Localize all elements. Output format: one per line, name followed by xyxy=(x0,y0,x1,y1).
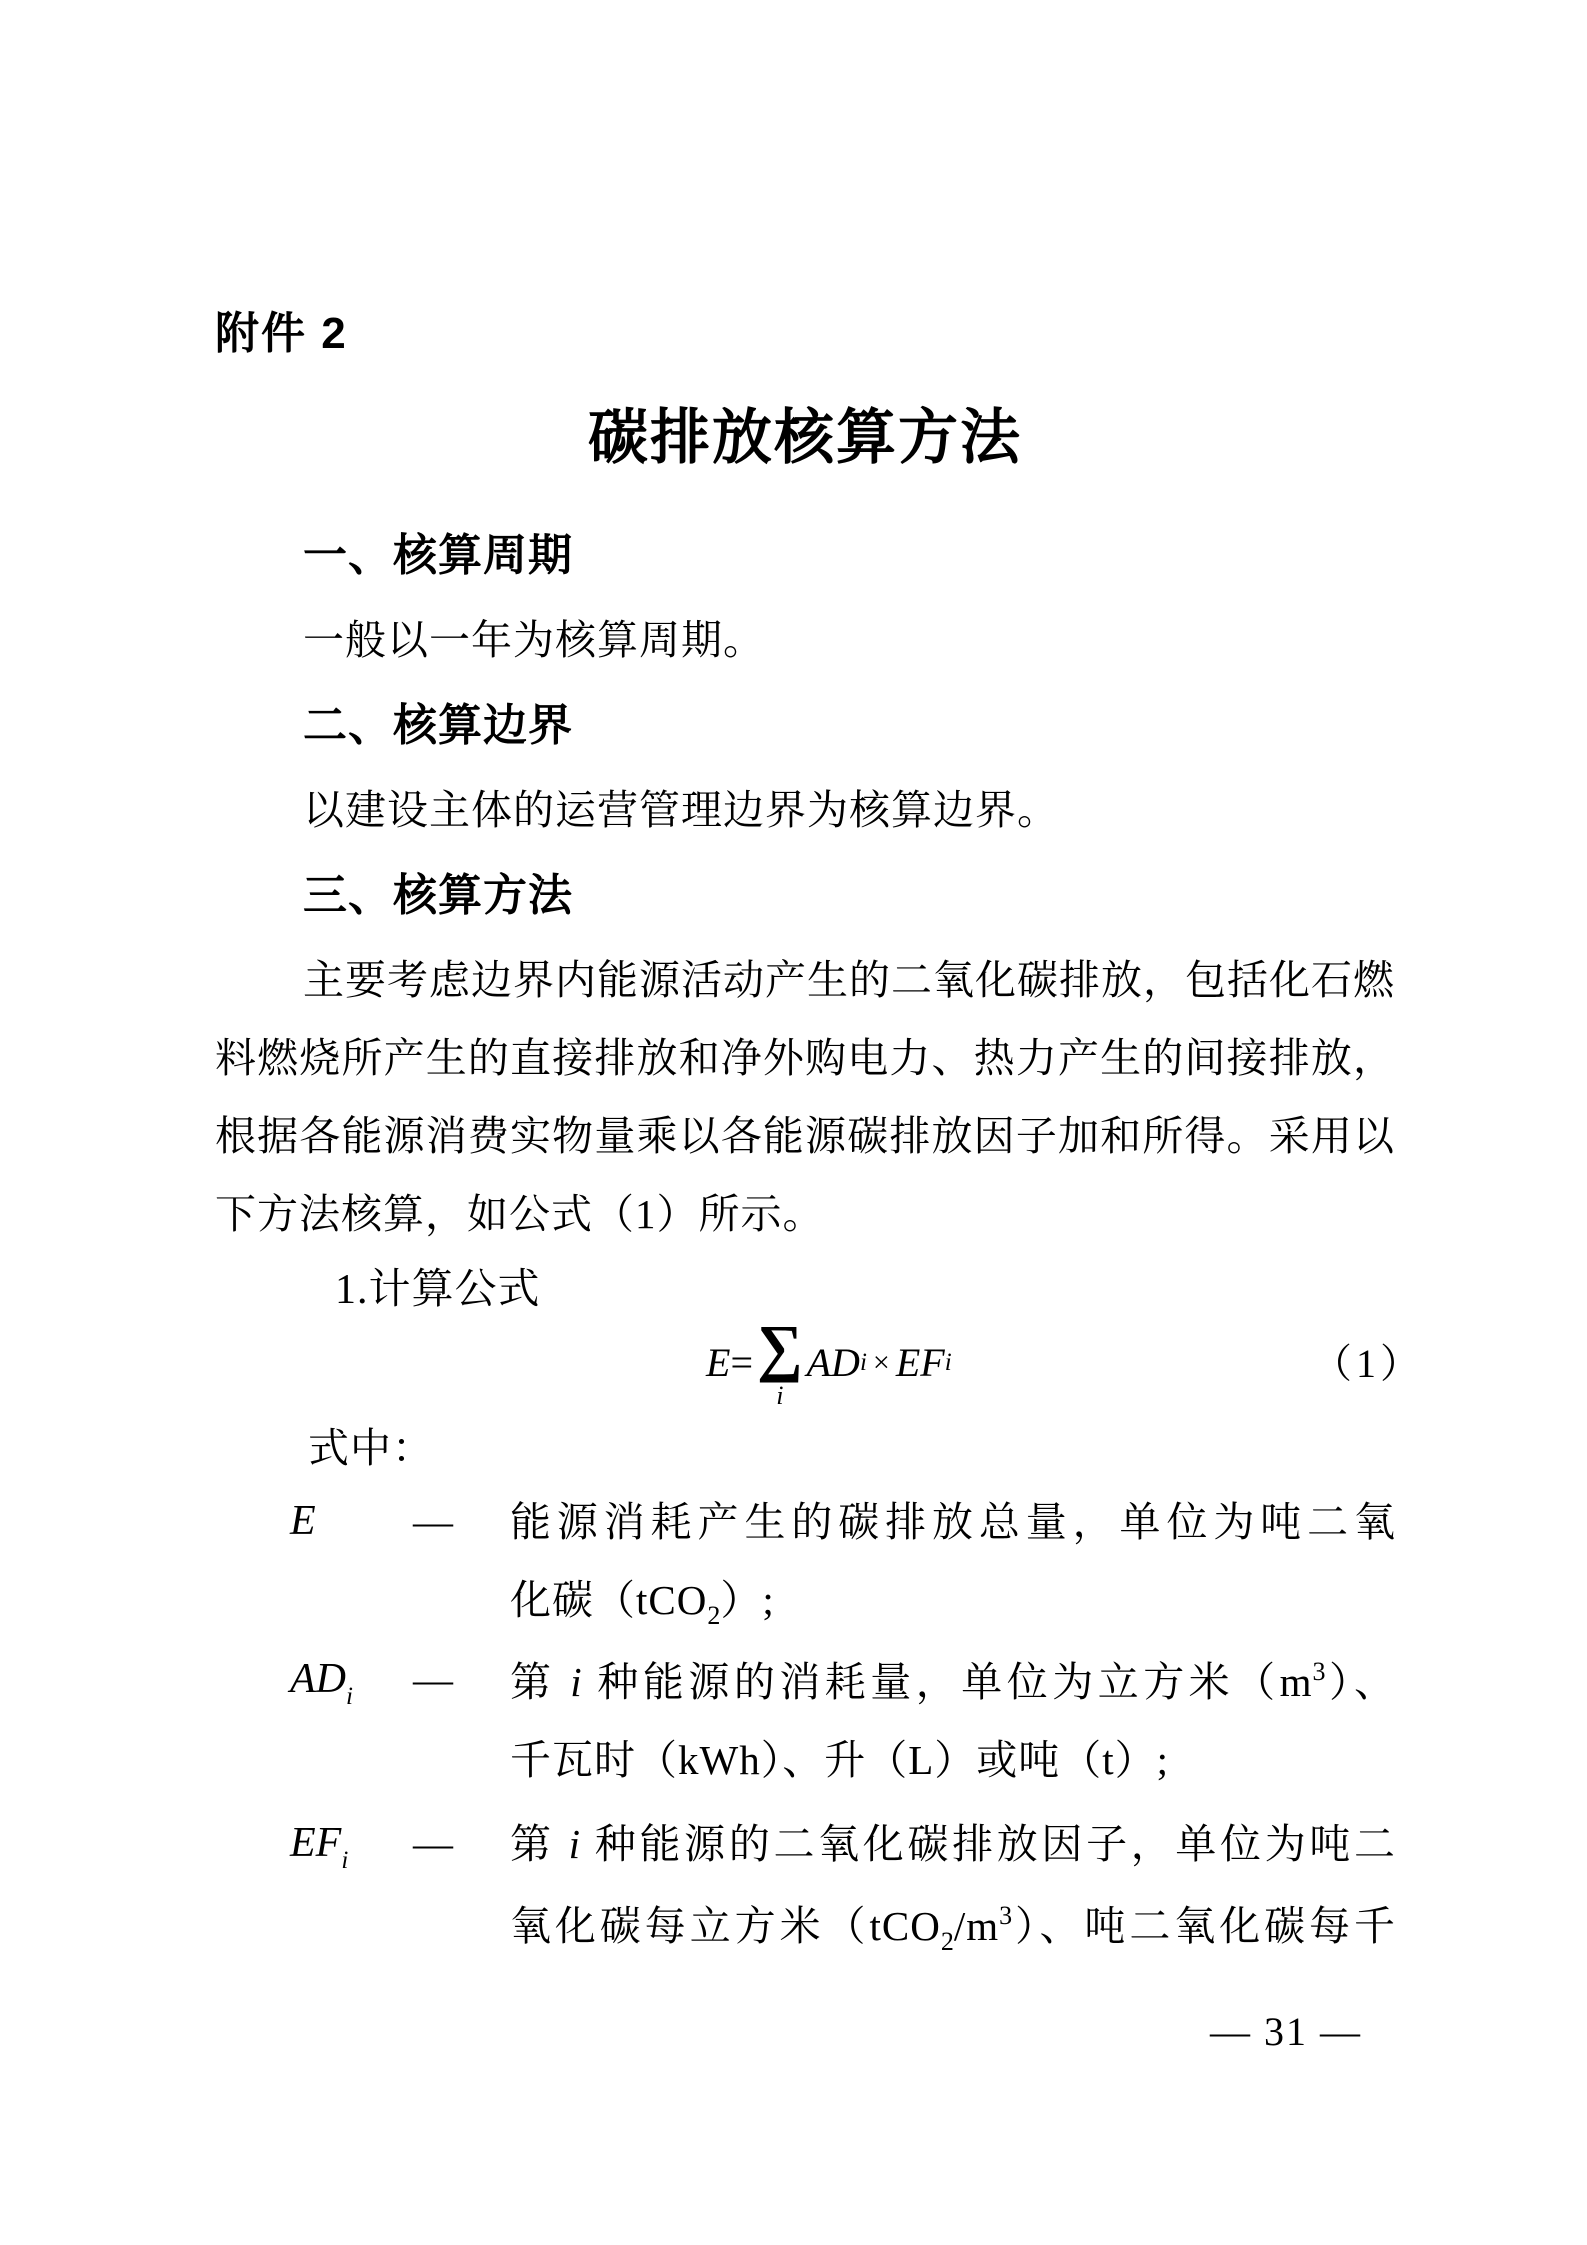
definition-symbol-EF xyxy=(290,1818,348,1876)
definition-E-unit-subscript: 2 xyxy=(707,1601,721,1630)
definition-EF-unit-superscript: 3 xyxy=(999,1901,1013,1930)
definition-E-unit-pre: 化碳（tCO xyxy=(510,1577,708,1623)
formula-term1: AD xyxy=(806,1340,860,1386)
definition-text-EF-line2 xyxy=(510,1900,1396,1957)
definition-EF-text-mid: 种能源的二氧化碳排放因子，单位为吨二 xyxy=(580,1821,1397,1867)
paragraph-line-4: 下方法核算，如公式（1）所示。 xyxy=(215,1191,825,1237)
definition-EF-unit-subscript: 2 xyxy=(940,1927,954,1956)
sigma-glyph: ∑ xyxy=(757,1312,803,1383)
summation-symbol xyxy=(757,1312,803,1410)
formula-number: （1） xyxy=(1312,1341,1424,1386)
section-heading-3: 三、核算方法 xyxy=(303,871,573,920)
definition-E-unit-post: ）; xyxy=(720,1577,775,1623)
where-label: 式中： xyxy=(308,1425,434,1471)
definition-EF-subscript: i xyxy=(341,1847,349,1874)
definition-text-EF-line1 xyxy=(510,1820,1396,1869)
definition-AD-text-post: ）、 xyxy=(1325,1659,1397,1705)
formula-equals: = xyxy=(730,1340,753,1386)
definition-dash-EF: — xyxy=(413,1821,453,1866)
definition-EF-text-pre: 第 xyxy=(510,1821,569,1867)
definition-EF-index-i: i xyxy=(568,1821,581,1867)
paragraph-line-2: 料燃烧所产生的直接排放和净外购电力、热力产生的间接排放， xyxy=(215,1035,1395,1081)
definition-dash-AD: — xyxy=(413,1657,453,1702)
definition-AD-index-i: i xyxy=(570,1659,583,1705)
section-heading-2: 二、核算边界 xyxy=(303,701,573,750)
section-body-2: 以建设主体的运营管理边界为核算边界。 xyxy=(303,787,1059,833)
definition-AD-unit-superscript: 3 xyxy=(1312,1657,1326,1686)
formula-term2-subscript: i xyxy=(944,1349,952,1377)
formula-lhs: E xyxy=(706,1340,731,1386)
page-title: 碳排放核算方法 xyxy=(588,405,1022,471)
definition-text-AD-line1 xyxy=(510,1656,1396,1707)
definition-symbol-AD xyxy=(290,1654,353,1712)
sigma-limit: i xyxy=(776,1380,784,1410)
attachment-label: 附件 2 xyxy=(215,309,348,358)
definition-AD-text-pre: 第 xyxy=(510,1659,571,1705)
definition-EF-unit-mid: /m xyxy=(953,1903,1000,1949)
definition-EF-base: EF xyxy=(290,1820,342,1866)
formula-term2: EF xyxy=(895,1340,945,1386)
definition-text-E-line1: 能源消耗产生的碳排放总量，单位为吨二氧 xyxy=(510,1499,1396,1545)
definition-symbol-E: E xyxy=(290,1498,316,1544)
formula-term1-subscript: i xyxy=(859,1349,867,1377)
section-body-1: 一般以一年为核算周期。 xyxy=(303,617,765,663)
definition-AD-subscript: i xyxy=(346,1683,353,1710)
definition-AD-base: AD xyxy=(290,1656,346,1702)
definition-AD-text-mid: 种能源的消耗量，单位为立方米（m xyxy=(582,1659,1313,1705)
page-number: — 31 — xyxy=(1210,2009,1362,2054)
definition-text-E-line2 xyxy=(510,1576,1396,1631)
paragraph-line-1: 主要考虑边界内能源活动产生的二氧化碳排放，包括化石燃 xyxy=(303,957,1395,1003)
definition-EF-unit-pre: 氧化碳每立方米（tCO xyxy=(510,1903,941,1949)
formula xyxy=(706,1312,952,1410)
definition-EF-unit-post: ）、吨二氧化碳每千 xyxy=(1012,1903,1396,1949)
definition-dash-E: — xyxy=(413,1499,453,1544)
section-heading-1: 一、核算周期 xyxy=(303,531,573,580)
multiply-operator: × xyxy=(872,1346,890,1380)
definition-text-AD-line2: 千瓦时（kWh）、升（L）或吨（t）; xyxy=(510,1737,1170,1783)
formula-subheading: 1.计算公式 xyxy=(335,1267,541,1313)
paragraph-line-3: 根据各能源消费实物量乘以各能源碳排放因子加和所得。采用以 xyxy=(215,1113,1395,1159)
